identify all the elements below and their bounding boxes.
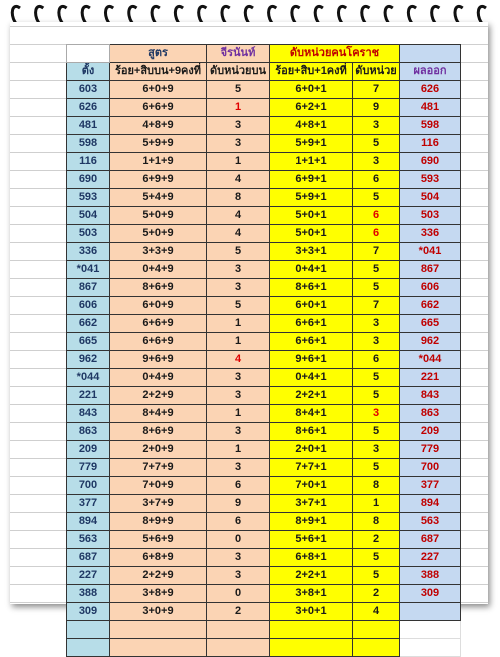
result-cell: 662 [400, 297, 461, 315]
unit-cell: 3 [207, 261, 270, 279]
korat-group-header: ดับหน่วยคนโคราช [270, 45, 400, 63]
table-row [67, 531, 461, 549]
table-row [67, 81, 461, 99]
unit-cell: 1 [207, 441, 270, 459]
unit-cell: 3 [207, 369, 270, 387]
tang-cell: 377 [67, 495, 110, 513]
table-row [67, 315, 461, 333]
formula-column-header: ร้อย+สิบบน+9คงที่ [110, 63, 207, 81]
formula-cell: 2+0+9 [110, 441, 207, 459]
tang-cell: 700 [67, 477, 110, 495]
blank-cell [353, 639, 400, 657]
table-row [67, 477, 461, 495]
unit-cell: 3 [207, 117, 270, 135]
korat-unit-cell: 5 [353, 459, 400, 477]
korat-formula-cell: 6+2+1 [270, 99, 353, 117]
korat-unit-cell: 2 [353, 585, 400, 603]
korat-formula-cell: 2+2+1 [270, 567, 353, 585]
formula-cell: 6+6+9 [110, 333, 207, 351]
korat-unit-cell: 6 [353, 207, 400, 225]
korat-unit-cell: 1 [353, 495, 400, 513]
formula-cell: 1+1+9 [110, 153, 207, 171]
result-cell: 563 [400, 513, 461, 531]
korat-unit-cell: 8 [353, 477, 400, 495]
table-row [67, 243, 461, 261]
result-cell: 962 [400, 333, 461, 351]
korat-formula-cell: 8+4+1 [270, 405, 353, 423]
blank-cell [110, 639, 207, 657]
unit-cell: 1 [207, 99, 270, 117]
korat-formula-cell: 5+6+1 [270, 531, 353, 549]
blank-row [67, 621, 461, 639]
tang-cell: 626 [67, 99, 110, 117]
korat-formula-cell: 6+9+1 [270, 171, 353, 189]
tang-cell: 593 [67, 189, 110, 207]
unit-cell: 6 [207, 513, 270, 531]
unit-cell: 3 [207, 549, 270, 567]
korat-formula-cell: 5+9+1 [270, 135, 353, 153]
result-cell: 309 [400, 585, 461, 603]
unit-cell: 0 [207, 585, 270, 603]
result-header-top [400, 45, 461, 63]
result-cell: 863 [400, 405, 461, 423]
korat-unit-cell: 6 [353, 171, 400, 189]
korat-formula-cell: 3+7+1 [270, 495, 353, 513]
formula-cell: 8+6+9 [110, 423, 207, 441]
table-row [67, 117, 461, 135]
table-row [67, 567, 461, 585]
table-row [67, 513, 461, 531]
korat-unit-cell: 3 [353, 117, 400, 135]
table-row [67, 459, 461, 477]
table-row [67, 405, 461, 423]
table-row [67, 603, 461, 621]
formula-cell: 7+7+9 [110, 459, 207, 477]
korat-unit-cell: 3 [353, 405, 400, 423]
group-header-row [67, 45, 461, 63]
unit-cell: 1 [207, 315, 270, 333]
formula-cell: 6+0+9 [110, 297, 207, 315]
korat-unit-cell: 6 [353, 225, 400, 243]
korat-formula-cell: 2+2+1 [270, 387, 353, 405]
unit-cell: 3 [207, 423, 270, 441]
unit-cell: 4 [207, 225, 270, 243]
korat-formula-cell: 5+0+1 [270, 207, 353, 225]
tang-cell: 843 [67, 405, 110, 423]
result-cell: 221 [400, 369, 461, 387]
formula-cell: 9+6+9 [110, 351, 207, 369]
unit-cell: 5 [207, 243, 270, 261]
unit-cell: 3 [207, 567, 270, 585]
blank-cell [67, 639, 110, 657]
tang-cell: 116 [67, 153, 110, 171]
tang-cell: 563 [67, 531, 110, 549]
korat-unit-cell: 7 [353, 81, 400, 99]
korat-formula-cell: 4+8+1 [270, 117, 353, 135]
korat-formula-cell: 3+0+1 [270, 603, 353, 621]
formula-cell: 3+0+9 [110, 603, 207, 621]
korat-unit-cell: 3 [353, 153, 400, 171]
table-row [67, 171, 461, 189]
korat-formula-cell: 6+6+1 [270, 315, 353, 333]
korat-formula-cell: 6+8+1 [270, 549, 353, 567]
result-cell: 606 [400, 279, 461, 297]
result-cell: 687 [400, 531, 461, 549]
table-row [67, 351, 461, 369]
korat-unit-cell: 5 [353, 279, 400, 297]
korat-formula-cell: 6+0+1 [270, 81, 353, 99]
blank-cell [353, 621, 400, 639]
unit-cell: 1 [207, 333, 270, 351]
unit-cell: 6 [207, 477, 270, 495]
formula-cell: 3+7+9 [110, 495, 207, 513]
formula-group-header: สูตร [110, 45, 207, 63]
unit-cell: 3 [207, 387, 270, 405]
korat-formula-cell: 8+6+1 [270, 423, 353, 441]
table-row [67, 333, 461, 351]
tang-cell: 503 [67, 225, 110, 243]
table-row [67, 585, 461, 603]
tang-cell: 309 [67, 603, 110, 621]
jiranan-header: จีรนันท์ [207, 45, 270, 63]
korat-unit-cell: 3 [353, 315, 400, 333]
tang-cell: 962 [67, 351, 110, 369]
formula-cell: 0+4+9 [110, 261, 207, 279]
korat-unit-cell: 8 [353, 513, 400, 531]
tang-cell: 779 [67, 459, 110, 477]
table-row [67, 423, 461, 441]
korat-unit-cell: 5 [353, 261, 400, 279]
formula-cell: 5+6+9 [110, 531, 207, 549]
unit-cell: 8 [207, 189, 270, 207]
table-row [67, 369, 461, 387]
tang-cell: *044 [67, 369, 110, 387]
unit-cell: 1 [207, 153, 270, 171]
spreadsheet-page [10, 22, 488, 617]
result-cell: *044 [400, 351, 461, 369]
korat-unit-cell: 3 [353, 333, 400, 351]
korat-unit-cell: 9 [353, 99, 400, 117]
empty-corner-cell [67, 45, 110, 63]
formula-cell: 6+8+9 [110, 549, 207, 567]
tang-cell: 388 [67, 585, 110, 603]
result-cell: 867 [400, 261, 461, 279]
unit-cell: 3 [207, 459, 270, 477]
tang-cell: 687 [67, 549, 110, 567]
korat-unit-cell: 7 [353, 243, 400, 261]
blank-row [67, 639, 461, 657]
blank-cell [110, 621, 207, 639]
table-row [67, 495, 461, 513]
korat-unit-cell: 5 [353, 189, 400, 207]
formula-cell: 0+4+9 [110, 369, 207, 387]
result-cell: 481 [400, 99, 461, 117]
result-cell: 665 [400, 315, 461, 333]
formula-cell: 8+9+9 [110, 513, 207, 531]
unit-cell: 9 [207, 495, 270, 513]
result-cell: 503 [400, 207, 461, 225]
result-cell: 626 [400, 81, 461, 99]
tang-cell: 665 [67, 333, 110, 351]
unit-cell: 5 [207, 297, 270, 315]
korat-unit-cell: 2 [353, 531, 400, 549]
korat-formula-cell: 7+0+1 [270, 477, 353, 495]
blank-cell [270, 621, 353, 639]
unit-cell: 0 [207, 531, 270, 549]
result-cell: 209 [400, 423, 461, 441]
result-cell: 504 [400, 189, 461, 207]
unit-cell: 1 [207, 405, 270, 423]
tang-cell: 227 [67, 567, 110, 585]
tang-cell: 606 [67, 297, 110, 315]
korat-unit-cell: 5 [353, 567, 400, 585]
table-row [67, 225, 461, 243]
korat-formula-cell: 3+3+1 [270, 243, 353, 261]
korat-formula-cell: 5+0+1 [270, 225, 353, 243]
blank-cell [400, 621, 461, 639]
result-cell: 593 [400, 171, 461, 189]
tang-cell: *041 [67, 261, 110, 279]
korat-formula-cell: 2+0+1 [270, 441, 353, 459]
tang-cell: 867 [67, 279, 110, 297]
formula-cell: 3+3+9 [110, 243, 207, 261]
result-cell: 843 [400, 387, 461, 405]
lottery-formula-table [66, 44, 461, 657]
blank-cell [270, 639, 353, 657]
tang-column-header: ตั้ง [67, 63, 110, 81]
table-row [67, 387, 461, 405]
unit-cell: 4 [207, 351, 270, 369]
korat-unit-cell: 5 [353, 549, 400, 567]
column-header-row [67, 63, 461, 81]
result-cell: 377 [400, 477, 461, 495]
table-row [67, 549, 461, 567]
tang-cell: 481 [67, 117, 110, 135]
unit-cell: 4 [207, 207, 270, 225]
korat-unit-column-header: ดับหน่วย [353, 63, 400, 81]
result-cell: 700 [400, 459, 461, 477]
tang-cell: 863 [67, 423, 110, 441]
formula-cell: 6+6+9 [110, 315, 207, 333]
result-cell: 116 [400, 135, 461, 153]
result-column-header: ผลออก [400, 63, 461, 81]
korat-formula-cell: 1+1+1 [270, 153, 353, 171]
tang-cell: 603 [67, 81, 110, 99]
formula-cell: 5+0+9 [110, 225, 207, 243]
korat-formula-cell: 3+8+1 [270, 585, 353, 603]
formula-cell: 5+0+9 [110, 207, 207, 225]
table-row [67, 441, 461, 459]
formula-cell: 4+8+9 [110, 117, 207, 135]
korat-unit-cell: 3 [353, 441, 400, 459]
unit-cell: 3 [207, 279, 270, 297]
korat-formula-cell: 8+6+1 [270, 279, 353, 297]
korat-unit-cell: 5 [353, 423, 400, 441]
table-row [67, 153, 461, 171]
unit-cell: 2 [207, 603, 270, 621]
unit-cell: 5 [207, 81, 270, 99]
korat-formula-cell: 0+4+1 [270, 261, 353, 279]
result-cell: 894 [400, 495, 461, 513]
result-cell: 388 [400, 567, 461, 585]
unit-cell: 4 [207, 171, 270, 189]
result-cell: 227 [400, 549, 461, 567]
korat-unit-cell: 5 [353, 387, 400, 405]
formula-cell: 6+6+9 [110, 99, 207, 117]
formula-cell: 8+4+9 [110, 405, 207, 423]
formula-cell: 6+0+9 [110, 81, 207, 99]
table-row [67, 135, 461, 153]
result-cell [400, 603, 461, 621]
result-cell: 779 [400, 441, 461, 459]
korat-formula-cell: 7+7+1 [270, 459, 353, 477]
table-row [67, 207, 461, 225]
formula-cell: 5+4+9 [110, 189, 207, 207]
table-row [67, 261, 461, 279]
blank-cell [67, 621, 110, 639]
formula-cell: 5+9+9 [110, 135, 207, 153]
tang-cell: 690 [67, 171, 110, 189]
korat-formula-cell: 6+0+1 [270, 297, 353, 315]
korat-formula-cell: 9+6+1 [270, 351, 353, 369]
tang-cell: 209 [67, 441, 110, 459]
formula-cell: 2+2+9 [110, 387, 207, 405]
korat-unit-cell: 6 [353, 351, 400, 369]
table-row [67, 297, 461, 315]
korat-formula-cell: 0+4+1 [270, 369, 353, 387]
blank-cell [207, 621, 270, 639]
result-cell: 598 [400, 117, 461, 135]
tang-cell: 504 [67, 207, 110, 225]
formula-cell: 2+2+9 [110, 567, 207, 585]
korat-formula-cell: 5+9+1 [270, 189, 353, 207]
table-row [67, 279, 461, 297]
result-cell: 690 [400, 153, 461, 171]
result-cell: 336 [400, 225, 461, 243]
unit-cell: 3 [207, 135, 270, 153]
formula-cell: 8+6+9 [110, 279, 207, 297]
unit-column-header: ดับหน่วยบน [207, 63, 270, 81]
tang-cell: 336 [67, 243, 110, 261]
korat-formula-column-header: ร้อย+สิบ+1คงที่ [270, 63, 353, 81]
korat-unit-cell: 5 [353, 135, 400, 153]
blank-cell [400, 639, 461, 657]
korat-formula-cell: 6+6+1 [270, 333, 353, 351]
formula-cell: 7+0+9 [110, 477, 207, 495]
result-cell: *041 [400, 243, 461, 261]
table-row [67, 189, 461, 207]
korat-unit-cell: 7 [353, 297, 400, 315]
korat-unit-cell: 4 [353, 603, 400, 621]
tang-cell: 662 [67, 315, 110, 333]
tang-cell: 221 [67, 387, 110, 405]
blank-cell [207, 639, 270, 657]
tang-cell: 598 [67, 135, 110, 153]
korat-unit-cell: 5 [353, 369, 400, 387]
formula-cell: 6+9+9 [110, 171, 207, 189]
table-row [67, 99, 461, 117]
formula-cell: 3+8+9 [110, 585, 207, 603]
tang-cell: 894 [67, 513, 110, 531]
korat-formula-cell: 8+9+1 [270, 513, 353, 531]
